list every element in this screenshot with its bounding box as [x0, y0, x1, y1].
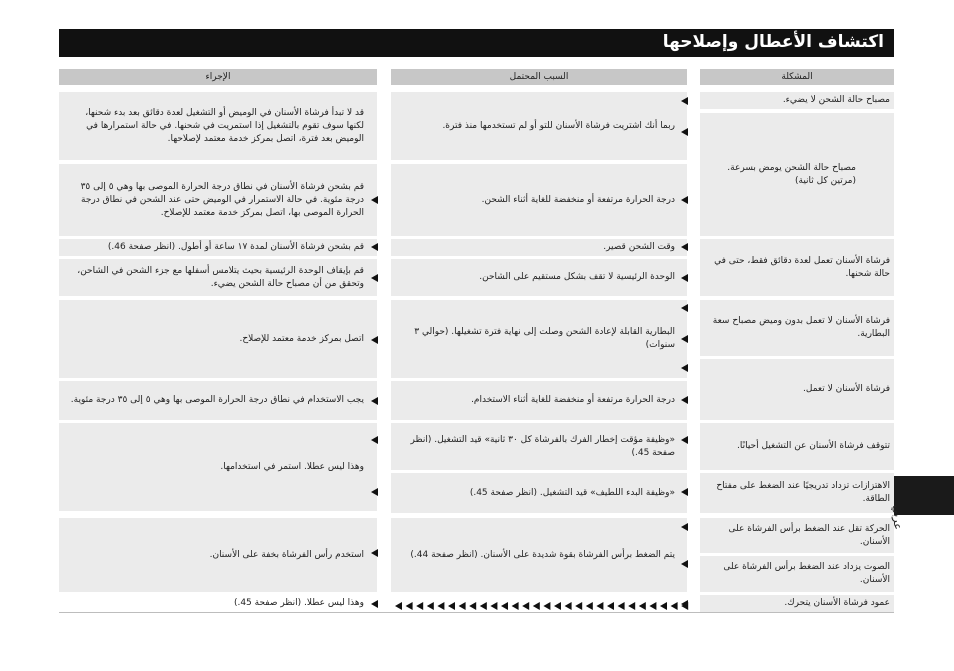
row-arrow	[596, 602, 603, 610]
problem-10: عمود فرشاة الأسنان يتحرك.	[784, 598, 890, 608]
cause-1: ربما أنك اشتريت فرشاة الأسنان للتو أو لم تستخدمها منذ فترة.	[442, 120, 675, 131]
arrow-cause-1	[681, 97, 688, 105]
problem-7: الاهتزازات تزداد تدريجيًا عند الضغط على مفتاح الطاقة.	[716, 481, 890, 504]
cause-9: يتم الضغط برأس الفرشاة بقوة شديدة على الأسنان. (انظر صفحة 44.)	[410, 549, 675, 560]
arrow-action-3	[371, 274, 378, 282]
row-arrow	[639, 602, 646, 610]
arrow-action-6	[371, 436, 378, 444]
row-arrow	[416, 602, 423, 610]
arrow-action-1	[371, 196, 378, 204]
cause-2: درجة الحرارة مرتفعة أو منخفضة للغاية أثناء الشحن.	[481, 194, 675, 205]
arrow-cause-3	[681, 196, 688, 204]
row-arrow	[459, 602, 466, 610]
cause-8: «وظيفة البدء اللطيف» قيد التشغيل. (انظر صفحة 45.)	[469, 487, 675, 498]
arrow-action-2	[371, 243, 378, 251]
row-arrow	[437, 602, 444, 610]
row-arrow	[512, 602, 519, 610]
arrow-cause-9	[681, 396, 688, 404]
row-arrow	[406, 602, 413, 610]
arrow-cause-13	[681, 560, 688, 568]
row-arrow	[565, 602, 572, 610]
row-arrow	[607, 602, 614, 610]
cause-7: «وظيفة مؤقت إخطار الفرك بالفرشاة كل ٣٠ ثانية» قيد التشغيل. (انظر صفحة 45.)	[410, 434, 675, 458]
arrow-causecell-1	[394, 128, 401, 136]
arrow-cause-2	[681, 128, 688, 136]
language-label: عربي	[891, 505, 904, 530]
arrow-cause-10	[681, 436, 688, 444]
row-arrow	[554, 602, 561, 610]
row-arrow	[490, 602, 497, 610]
action-2: قم بشحن فرشاة الأسنان في نطاق درجة الحرارة الموصى بها وهي ٥ إلى ٣٥ درجة مئوية. في حالة الاستمرار في الوميض حتى عند الشحن في نطاق درجة الحرارة الموصى بها، اتصل بمركز خدمة معتمد للإصلاح.	[80, 181, 364, 218]
row-arrow	[522, 602, 529, 610]
cause-6: درجة الحرارة مرتفعة أو منخفضة للغاية أثناء الاستخدام.	[471, 395, 675, 405]
problem-5: فرشاة الأسنان لا تعمل.	[803, 384, 890, 394]
action-8: استخدم رأس الفرشاة بخفة على الأسنان.	[209, 549, 364, 560]
arrow-cause-5	[681, 274, 688, 282]
row-arrow	[575, 602, 582, 610]
arrow-action-4	[371, 336, 378, 344]
row-arrow	[427, 602, 434, 610]
problem-9: الصوت يزداد عند الضغط برأس الفرشاة على الأسنان.	[723, 562, 890, 585]
arrow-cause-4	[681, 243, 688, 251]
row-arrow	[543, 602, 550, 610]
title-bar	[59, 29, 894, 57]
cause-5: البطارية القابلة لإعادة الشحن وصلت إلى نهاية فترة تشغيلها. (حوالي ٣ سنوات)	[414, 327, 675, 350]
action-1: قد لا تبدأ فرشاة الأسنان في الوميض أو التشغيل لعدة دقائق بعد بدء شحنها، لكنها سوف تقوم بالتشغيل إذا استمريت في شحنها. في حالة استمرارها في الوميض بعد فترة، اتصل بمركز خدمة معتمد لإصلاحها.	[85, 107, 364, 144]
header-cause: السبب المحتمل	[391, 69, 687, 85]
row-arrow	[660, 602, 667, 610]
problem-3: فرشاة الأسنان تعمل لعدة دقائق فقط، حتى في حالة شحنها.	[714, 255, 890, 279]
row-arrow	[618, 602, 625, 610]
action-4: قم بإيقاف الوحدة الرئيسية بحيث يتلامس أسفلها مع جزء الشحن في الشاحن، وتحقق من أن مصباح حالة الشحن يضيء.	[77, 265, 364, 289]
problem-1: مصباح حالة الشحن لا يضيء.	[782, 95, 890, 105]
problem-6: تتوقف فرشاة الأسنان عن التشغيل أحيانًا.	[736, 441, 890, 451]
arrow-action-8	[371, 549, 378, 557]
arrow-cause-7	[681, 335, 688, 343]
problem-8: الحركة تقل عند الضغط برأس الفرشاة على الأسنان.	[728, 523, 890, 547]
row-arrow	[628, 602, 635, 610]
row-arrow	[480, 602, 487, 610]
arrow-cause-8	[681, 364, 688, 372]
header-problem: المشكلة	[700, 69, 894, 85]
problem-2: مصباح حالة الشحن يومض بسرعة. (مرتين كل ثانية)	[727, 162, 856, 186]
row-arrow	[469, 602, 476, 610]
row-arrow	[533, 602, 540, 610]
row-arrow	[448, 602, 455, 610]
row-arrow	[649, 602, 656, 610]
cause-3: وقت الشحن قصير.	[603, 242, 675, 252]
action-9: وهذا ليس عطلا. (انظر صفحة 45.)	[233, 598, 364, 608]
row-arrow	[671, 602, 678, 610]
page-title: اكتشاف الأعطال وإصلاحها	[662, 32, 884, 52]
arrow-action-9	[371, 600, 378, 608]
header-action: الإجراء	[59, 69, 377, 85]
action-5: اتصل بمركز خدمة معتمد للإصلاح.	[239, 333, 364, 344]
row-arrow	[395, 602, 402, 610]
bottom-rule	[59, 612, 894, 613]
arrow-cause-12	[681, 523, 688, 531]
row-arrow	[681, 602, 688, 610]
arrow-action-5	[371, 397, 378, 405]
action-6: يجب الاستخدام في نطاق درجة الحرارة الموصى بها وهي ٥ إلى ٣٥ درجة مئوية.	[70, 395, 364, 405]
action-7: وهذا ليس عطلا. استمر في استخدامها.	[220, 461, 364, 472]
action-3: قم بشحن فرشاة الأسنان لمدة ١٧ ساعة أو أطول. (انظر صفحة 46.)	[107, 242, 364, 252]
problem-4: فرشاة الأسنان لا تعمل بدون وميض مصباح سعة البطارية.	[712, 316, 890, 339]
row-arrow	[586, 602, 593, 610]
arrow-row	[391, 601, 689, 611]
cause-4: الوحدة الرئيسية لا تقف بشكل مستقيم على الشاحن.	[479, 272, 675, 282]
arrow-cause-6	[681, 304, 688, 312]
arrow-action-7	[371, 488, 378, 496]
arrow-cause-11	[681, 488, 688, 496]
row-arrow	[501, 602, 508, 610]
